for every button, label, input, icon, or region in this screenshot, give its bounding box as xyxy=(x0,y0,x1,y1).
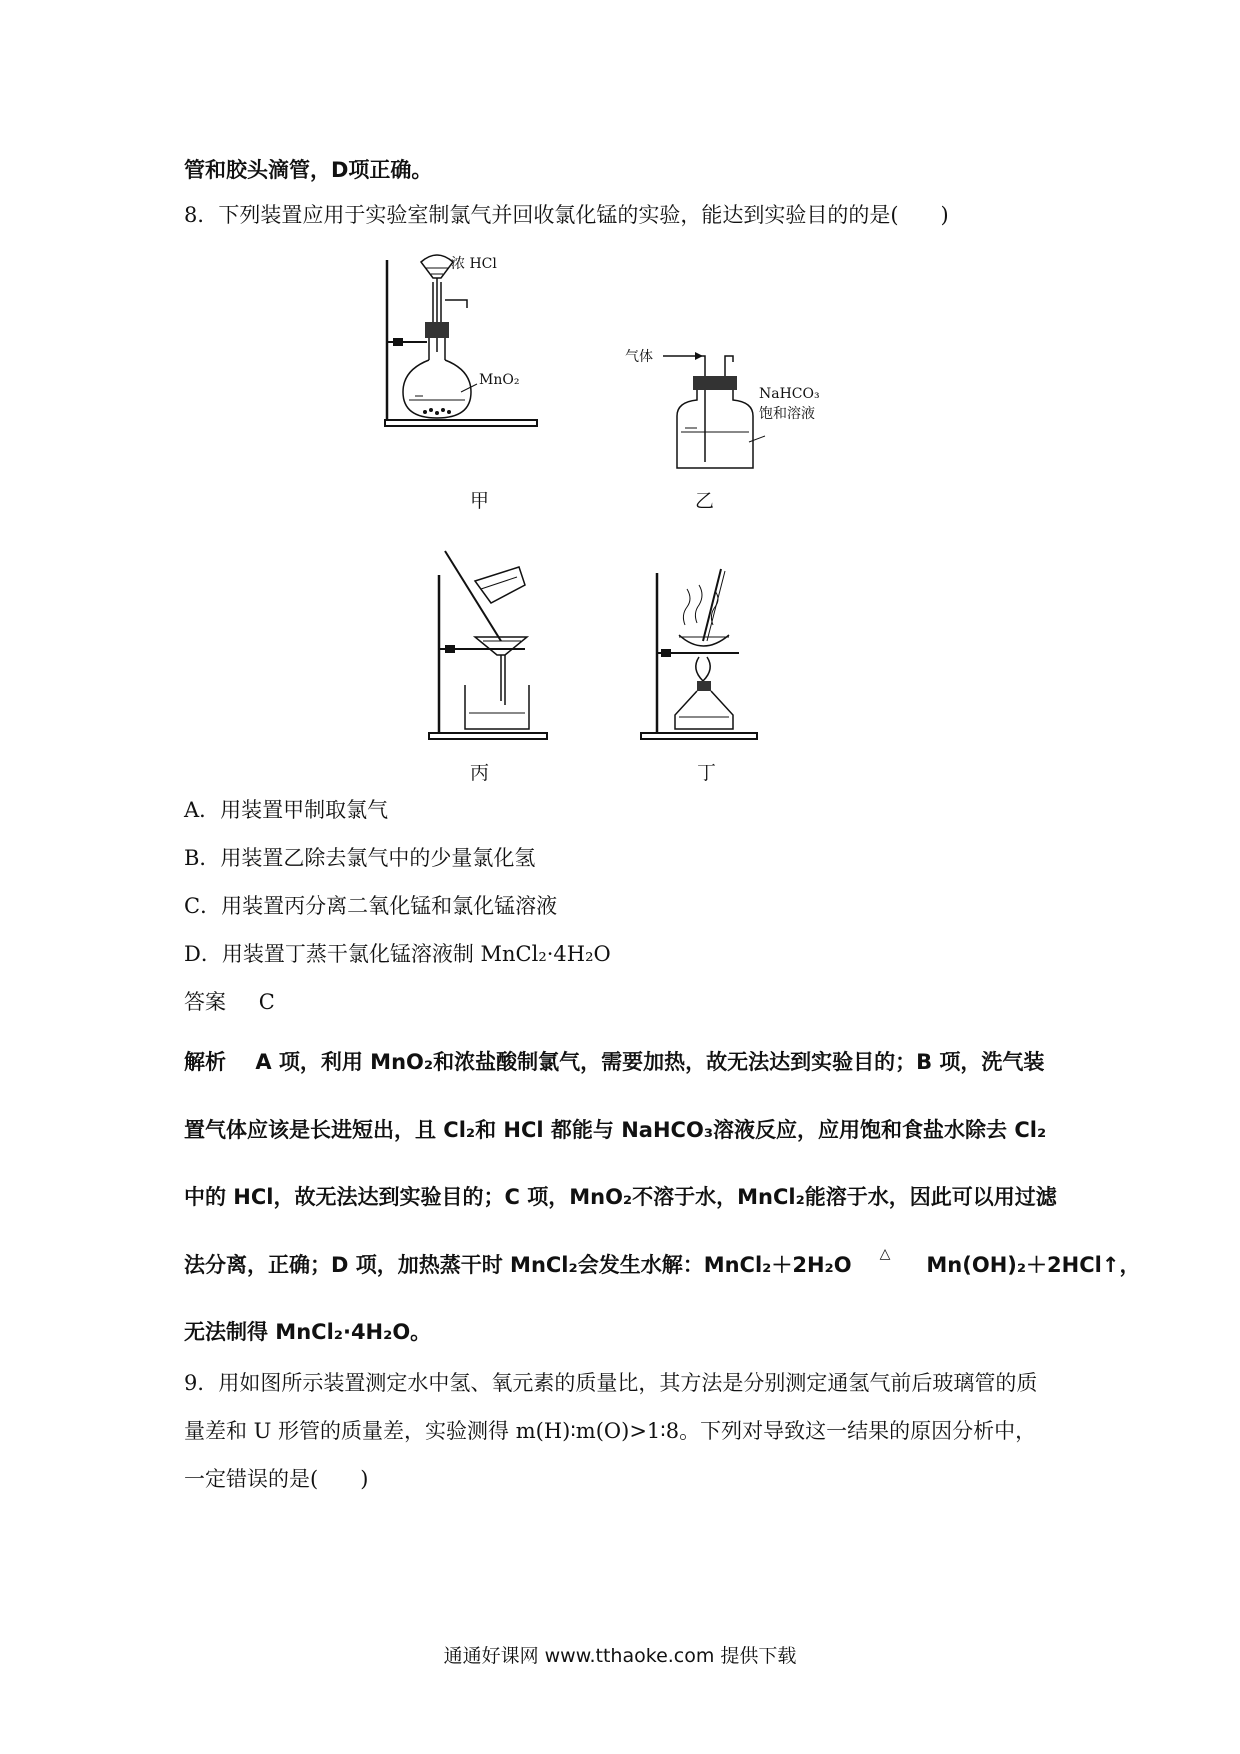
q8-option-b: B．用装置乙除去氯气中的少量氯化氢 xyxy=(184,846,536,870)
label-gas: 气体 xyxy=(625,349,653,365)
footer-source: 通通好课网 www.tthaoke.com 提供下载 xyxy=(443,1645,797,1667)
q8-stem: 8．下列装置应用于实验室制氯气并回收氯化锰的实验，能达到实验目的的是( ) xyxy=(184,203,949,227)
label-saturated-solution: 饱和溶液 xyxy=(759,406,815,422)
prev-answer-tail: 管和胶头滴管，D项正确。 xyxy=(184,158,433,182)
analysis-label: 解析 xyxy=(184,1050,226,1074)
caption-yi: 乙 xyxy=(695,490,715,512)
caption-ding: 丁 xyxy=(697,762,717,784)
q8-analysis-line-1 xyxy=(184,1052,1044,1073)
q8-option-c: C．用装置丙分离二氧化锰和氯化锰溶液 xyxy=(184,894,558,918)
equation-right: Mn(OH)₂＋2HCl↑， xyxy=(926,1253,1141,1277)
q8-analysis-line-5: 无法制得 MnCl₂·4H₂O。 xyxy=(184,1320,432,1344)
q8-answer-row xyxy=(184,992,275,1013)
apparatus-bing xyxy=(425,545,575,745)
label-nahco3: NaHCO₃ xyxy=(759,386,820,402)
q8-analysis-line-4 xyxy=(184,1246,1141,1277)
label-conc-hcl: 浓 HCl xyxy=(451,256,497,272)
q8-option-d: D．用装置丁蒸干氯化锰溶液制 MnCl₂·4H₂O xyxy=(184,942,611,966)
apparatus-jia xyxy=(375,252,575,432)
analysis-text-1: A 项，利用 MnO₂和浓盐酸制氯气，需要加热，故无法达到实验目的；B 项，洗气装 xyxy=(255,1050,1045,1074)
q9-line-3: 一定错误的是( ) xyxy=(184,1467,369,1491)
q9-line-1: 9．用如图所示装置测定水中氢、氧元素的质量比，其方法是分别测定通氢气前后玻璃管的质 xyxy=(184,1371,1038,1395)
label-mno2: MnO₂ xyxy=(479,372,520,388)
heat-symbol: △ xyxy=(879,1246,891,1262)
q8-option-a: A．用装置甲制取氯气 xyxy=(184,798,389,822)
caption-bing: 丙 xyxy=(470,762,490,784)
q9-line-2: 量差和 U 形管的质量差，实验测得 m(H)∶m(O)>1∶8。下列对导致这一结果的原因分析中， xyxy=(184,1419,1037,1443)
caption-jia: 甲 xyxy=(470,490,490,512)
apparatus-ding xyxy=(635,565,785,745)
q8-analysis-line-2: 置气体应该是长进短出，且 Cl₂和 HCl 都能与 NaHCO₃溶液反应，应用饱和食盐水除去 Cl₂ xyxy=(184,1118,1047,1142)
analysis-text-4: 法分离，正确；D 项，加热蒸干时 MnCl₂会发生水解：MnCl₂＋2H₂O xyxy=(184,1253,852,1277)
apparatus-yi xyxy=(625,342,825,482)
answer-label: 答案 xyxy=(184,990,226,1014)
answer-value: C xyxy=(258,990,275,1014)
q8-analysis-line-3: 中的 HCl，故无法达到实验目的；C 项，MnO₂不溶于水，MnCl₂能溶于水，因此可以用过滤 xyxy=(184,1185,1057,1209)
